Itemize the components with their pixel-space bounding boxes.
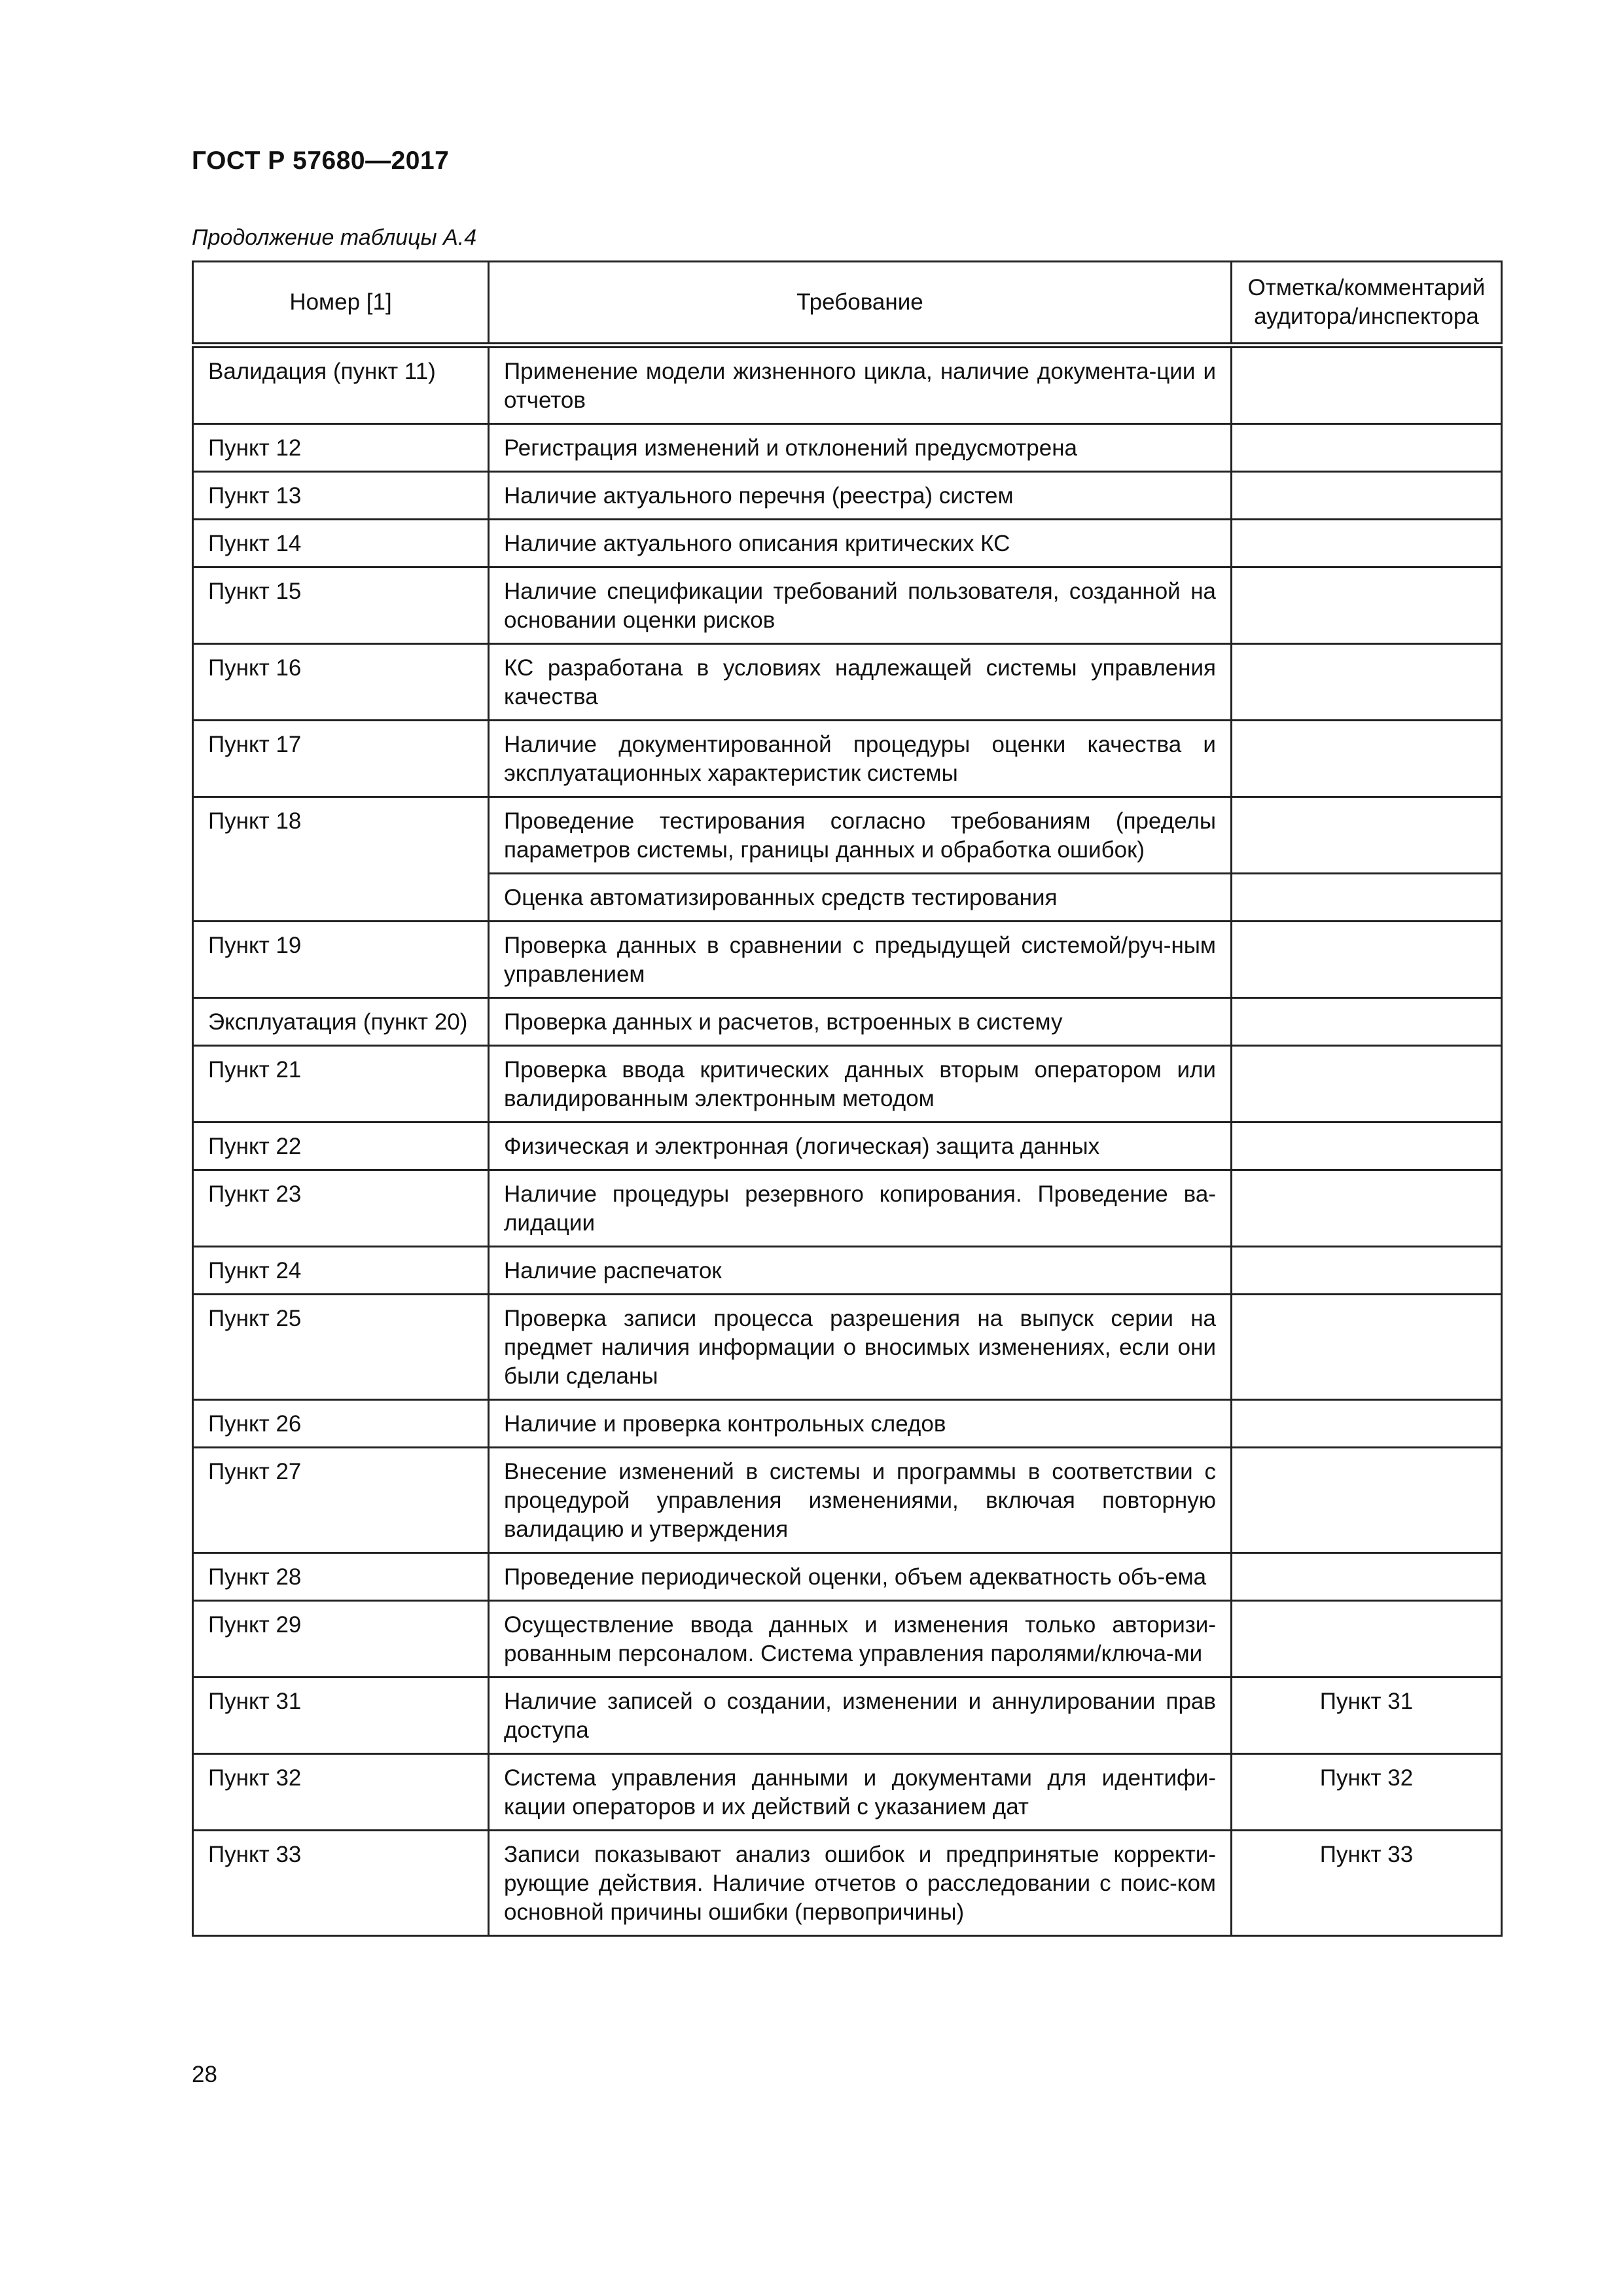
table-row	[193, 1448, 1502, 1553]
row-number: Пункт 14	[193, 520, 489, 567]
row-requirement: Проверка ввода критических данных вторым оператором или валидированным электронным методом	[489, 1046, 1232, 1122]
table-header-row	[193, 262, 1502, 346]
table-row	[193, 1754, 1502, 1831]
row-requirement: Система управления данными и документами для идентифи-кации операторов и их действий с указанием дат	[489, 1754, 1232, 1831]
table-row	[193, 1400, 1502, 1448]
row-requirement: Наличие актуального перечня (реестра) систем	[489, 472, 1232, 520]
row-mark	[1232, 1122, 1502, 1170]
row-requirement: Проверка записи процесса разрешения на выпуск серии на предмет наличия информации о вносимых изменениях, если они были сделаны	[489, 1295, 1232, 1400]
table-row	[193, 520, 1502, 567]
row-mark	[1232, 567, 1502, 644]
row-mark	[1232, 1400, 1502, 1448]
row-mark	[1232, 721, 1502, 797]
row-number: Эксплуатация (пункт 20)	[193, 998, 489, 1046]
requirements-table	[192, 260, 1503, 1937]
row-number: Пункт 21	[193, 1046, 489, 1122]
table-row	[193, 1831, 1502, 1936]
row-number: Пункт 22	[193, 1122, 489, 1170]
row-number: Пункт 13	[193, 472, 489, 520]
row-number: Пункт 12	[193, 424, 489, 472]
row-number: Пункт 17	[193, 721, 489, 797]
column-header-mark: Отметка/комментарий аудитора/инспектора	[1232, 262, 1502, 346]
table-row	[193, 346, 1502, 424]
row-requirement: Записи показывают анализ ошибок и предпринятые корректи-рующие действия. Наличие отчетов о расследовании с поис-ком основной причины ошибки (первопричины)	[489, 1831, 1232, 1936]
row-number: Валидация (пункт 11)	[193, 346, 489, 424]
table-row	[193, 1170, 1502, 1247]
row-number: Пункт 24	[193, 1247, 489, 1295]
row-requirement: Наличие распечаток	[489, 1247, 1232, 1295]
row-mark	[1232, 424, 1502, 472]
row-number: Пункт 25	[193, 1295, 489, 1400]
row-mark	[1232, 1046, 1502, 1122]
row-mark	[1232, 1448, 1502, 1553]
row-requirement: Проведение тестирования согласно требованиям (пределы параметров системы, границы данных и обработка ошибок)	[489, 797, 1232, 874]
table-row	[193, 998, 1502, 1046]
table-row	[193, 424, 1502, 472]
row-number: Пункт 18	[193, 797, 489, 922]
row-requirement: Применение модели жизненного цикла, наличие документа-ции и отчетов	[489, 346, 1232, 424]
row-mark	[1232, 1601, 1502, 1677]
row-number: Пункт 26	[193, 1400, 489, 1448]
row-number: Пункт 15	[193, 567, 489, 644]
row-mark	[1232, 1553, 1502, 1601]
table-row	[193, 1247, 1502, 1295]
row-requirement: Наличие процедуры резервного копирования. Проведение ва-лидации	[489, 1170, 1232, 1247]
table-row	[193, 1046, 1502, 1122]
table-row	[193, 922, 1502, 998]
row-mark: Пункт 31	[1232, 1677, 1502, 1754]
table-row	[193, 644, 1502, 721]
document-title: ГОСТ Р 57680—2017	[192, 147, 450, 175]
table-caption: Продолжение таблицы А.4	[192, 225, 477, 250]
row-mark: Пункт 32	[1232, 1754, 1502, 1831]
row-requirement: Оценка автоматизированных средств тестирования	[489, 874, 1232, 922]
row-requirement: Проведение периодической оценки, объем адекватность объ-ема	[489, 1553, 1232, 1601]
row-requirement: Наличие и проверка контрольных следов	[489, 1400, 1232, 1448]
column-header-requirement: Требование	[489, 262, 1232, 346]
row-mark	[1232, 520, 1502, 567]
row-requirement: Наличие актуального описания критических КС	[489, 520, 1232, 567]
row-number: Пункт 19	[193, 922, 489, 998]
row-mark	[1232, 1295, 1502, 1400]
table-row	[193, 1295, 1502, 1400]
table-row	[193, 1122, 1502, 1170]
table-row	[193, 797, 1502, 874]
row-requirement: Наличие записей о создании, изменении и аннулировании прав доступа	[489, 1677, 1232, 1754]
table-row	[193, 1553, 1502, 1601]
row-number: Пункт 33	[193, 1831, 489, 1936]
row-mark	[1232, 797, 1502, 874]
row-mark	[1232, 874, 1502, 922]
row-requirement: КС разработана в условиях надлежащей системы управления качества	[489, 644, 1232, 721]
row-requirement: Внесение изменений в системы и программы в соответствии с процедурой управления изменениями, включая повторную валидацию и утверждения	[489, 1448, 1232, 1553]
row-requirement: Регистрация изменений и отклонений предусмотрена	[489, 424, 1232, 472]
table-row	[193, 1677, 1502, 1754]
row-mark	[1232, 1170, 1502, 1247]
row-requirement: Наличие документированной процедуры оценки качества и эксплуатационных характеристик системы	[489, 721, 1232, 797]
row-number: Пункт 27	[193, 1448, 489, 1553]
table-row	[193, 721, 1502, 797]
row-mark	[1232, 472, 1502, 520]
row-mark: Пункт 33	[1232, 1831, 1502, 1936]
row-number: Пункт 28	[193, 1553, 489, 1601]
row-mark	[1232, 346, 1502, 424]
row-requirement: Наличие спецификации требований пользователя, созданной на основании оценки рисков	[489, 567, 1232, 644]
row-mark	[1232, 644, 1502, 721]
table-row	[193, 567, 1502, 644]
row-requirement: Проверка данных в сравнении с предыдущей системой/руч-ным управлением	[489, 922, 1232, 998]
row-mark	[1232, 1247, 1502, 1295]
table-row	[193, 1601, 1502, 1677]
row-requirement: Проверка данных и расчетов, встроенных в систему	[489, 998, 1232, 1046]
row-number: Пункт 16	[193, 644, 489, 721]
row-mark	[1232, 998, 1502, 1046]
row-requirement: Физическая и электронная (логическая) защита данных	[489, 1122, 1232, 1170]
row-requirement: Осуществление ввода данных и изменения только авторизи-рованным персоналом. Система управления паролями/ключа-ми	[489, 1601, 1232, 1677]
row-mark	[1232, 922, 1502, 998]
row-number: Пункт 23	[193, 1170, 489, 1247]
row-number: Пункт 29	[193, 1601, 489, 1677]
page-number: 28	[192, 2062, 217, 2087]
row-number: Пункт 31	[193, 1677, 489, 1754]
column-header-number: Номер [1]	[193, 262, 489, 346]
row-number: Пункт 32	[193, 1754, 489, 1831]
table-row	[193, 472, 1502, 520]
